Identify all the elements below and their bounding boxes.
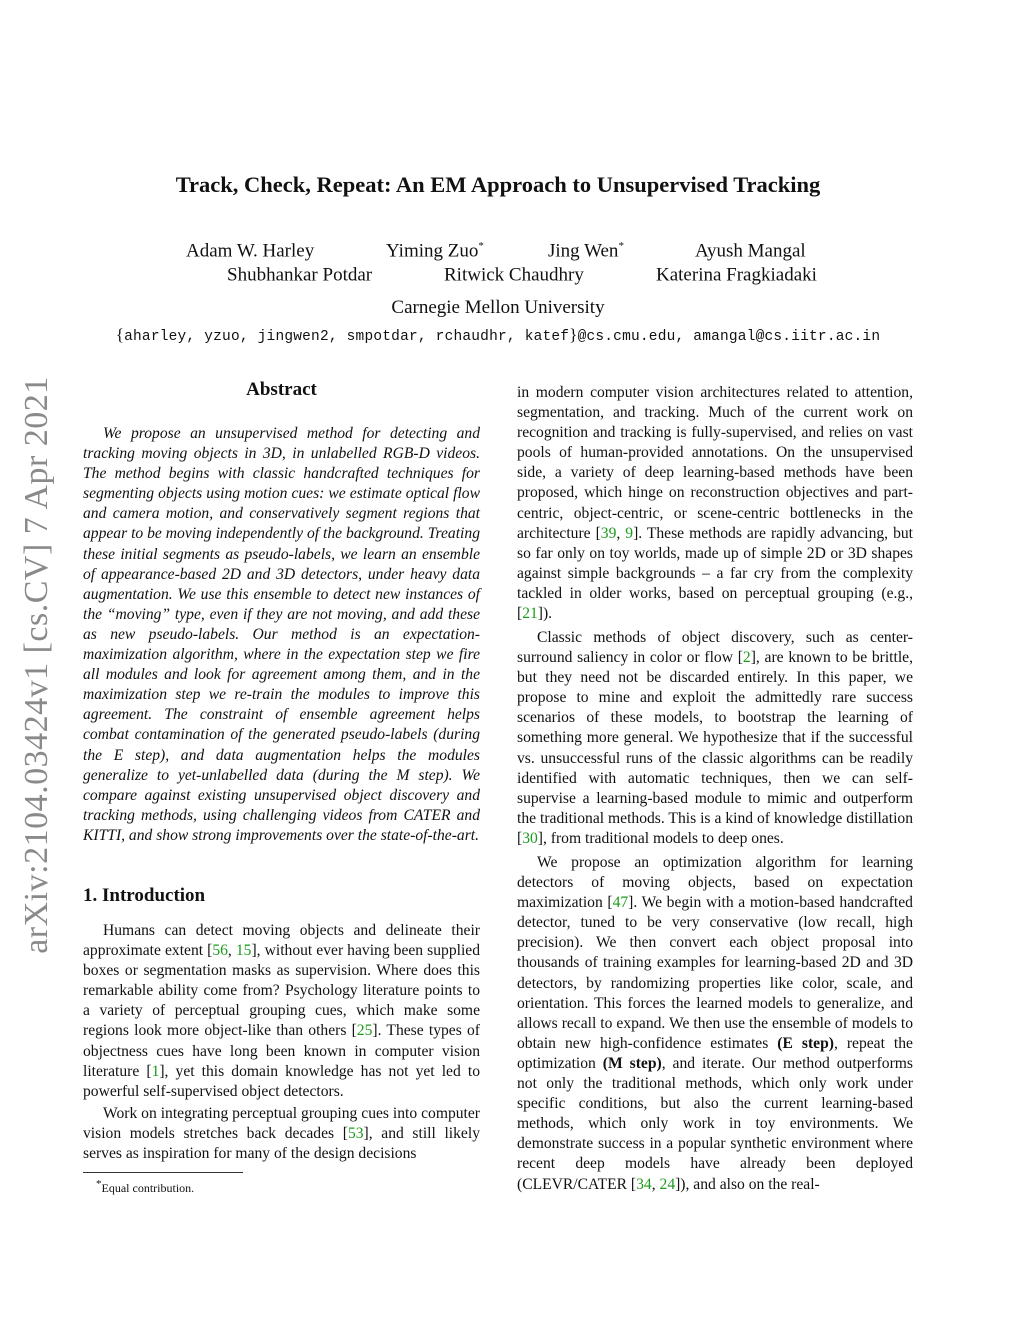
- body-paragraph: We propose an optimization algorithm for learning detectors of moving objects, based on expectation maximization [47]. We begin with a motion-based handcrafted detector, tuned to be very conservative (low recall, high precision). We then convert each object proposal into thousands of training examples for learning-based 2D and 3D detectors, by randomizing properties like color, scale, and orientation. This forces the learned models to generalize, and allows recall to expand. We then use the ensemble of models to obtain new high-confidence estimates (E step), repeat the optimization (M step), and iterate. Our method outperforms not only the traditional methods, which only work under specific conditions, but also the current learning-based methods, which only work in toy environments. We demonstrate success in a popular synthetic environment where recent deep models have already been deployed (CLEVR/CATER [34, 24]), and also on the real-: [517, 854, 913, 1193]
- citation-link[interactable]: 56: [212, 942, 228, 960]
- footnote-divider: [83, 1172, 243, 1173]
- author-name: Ayush Mangal: [695, 240, 806, 262]
- citation-link[interactable]: 34: [636, 1175, 652, 1193]
- author-name: Adam W. Harley: [186, 240, 315, 262]
- citation-link[interactable]: 24: [659, 1175, 676, 1193]
- abstract-heading: Abstract: [246, 379, 317, 400]
- intro-paragraph: Work on integrating perceptual grouping cues into computer vision models stretches back decades [53], and still likely serves as inspiration for many of the design decisions: [83, 1105, 480, 1163]
- citation-link[interactable]: 21: [522, 605, 538, 623]
- citation-link[interactable]: 9: [625, 524, 634, 542]
- author-name: Shubhankar Potdar: [227, 264, 373, 286]
- citation-link[interactable]: 2: [742, 649, 751, 667]
- citation-link[interactable]: 39: [600, 524, 617, 542]
- author-name: Jing Wen*: [548, 240, 624, 262]
- citation-link[interactable]: 47: [612, 894, 629, 912]
- affiliation: Carnegie Mellon University: [391, 297, 605, 318]
- author-name: Yiming Zuo*: [386, 240, 484, 262]
- citation-link[interactable]: 1: [151, 1062, 160, 1080]
- body-paragraph: in modern computer vision architectures related to attention, segmentation, and tracking. Much of the current work on recognition and tracking is fully-supervised, and relies on vast pools of human-provided annotations. On the unsupervised side, a variety of deep learning-based methods have been proposed, which hinge on reconstruction objectives and part-centric, object-centric, or scene-centric bottlenecks in the architecture [39, 9]. These methods are rapidly advancing, but so far only on toy worlds, made up of simple 2D or 3D shapes against simple backgrounds – a far cry from the complexity tackled in older works, based on perceptual grouping (e.g., [21]).: [517, 384, 913, 623]
- citation-link[interactable]: 25: [356, 1022, 373, 1040]
- section-heading-introduction: 1. Introduction: [83, 885, 206, 906]
- citation-link[interactable]: 53: [347, 1125, 364, 1143]
- intro-paragraph: Humans can detect moving objects and delineate their approximate extent [56, 15], without ever having been supplied boxes or segmentation masks as supervision. Where does this remarkable ability come from? Psychology literature points to a variety of perceptual grouping cues, which make some regions look more object-like than others [25]. These types of objectness cues have long been known in computer vision literature [1], yet this domain knowledge has not yet led to powerful self-supervised object detectors.: [83, 922, 480, 1100]
- citation-link[interactable]: 15: [235, 942, 252, 960]
- citation-link[interactable]: 30: [522, 829, 538, 847]
- arxiv-id-text: arXiv:2104.03424v1 [cs.CV] 7 Apr 2021: [18, 376, 55, 954]
- body-paragraph: Classic methods of object discovery, such as center-surround saliency in color or flow [2], are known to be brittle, but they need not be discarded entirely. In this paper, we propose to mine and exploit the admittedly rare success scenarios of these models, to bootstrap the learning of something more general. We hypothesize that if the successful vs. unsuccessful runs of the classic algorithms can be readily identified with automatic techniques, then we can self-supervise a learning-based module to mimic and outperform the traditional methods. This is a kind of knowledge distillation [30], from traditional models to deep ones.: [517, 629, 913, 847]
- arxiv-watermark: [2, 365, 72, 965]
- abstract-body: We propose an unsupervised method for detecting and tracking moving objects in 3D, in unlabelled RGB-D videos. The method begins with classic handcrafted techniques for segmenting objects using motion cues: we estimate optical flow and camera motion, and conservatively segment regions that appear to be moving independently of the background. Treating these initial segments as pseudo-labels, we learn an ensemble of appearance-based 2D and 3D detectors, under heavy data augmentation. We use this ensemble to detect new instances of the “moving” type, even if they are not moving, and add these as new pseudo-labels. Our method is an expectation-maximization algorithm, where in the expectation step we fire all modules and look for agreement among them, and in the maximization step we re-train the modules to improve this agreement. The constraint of ensemble agreement helps combat contamination of the generated pseudo-labels (during the E step), and data augmentation helps the modules generalize to yet-unlabelled data (during the M step). We compare against existing unsupervised object discovery and tracking methods, using challenging videos from CATER and KITTI, and show strong improvements over the state-of-the-art.: [83, 425, 480, 844]
- author-emails[interactable]: {aharley, yzuo, jingwen2, smpotdar, rchaudhr, katef}@cs.cmu.edu, amangal@cs.iitr.ac.in: [115, 325, 881, 345]
- paper-title: Track, Check, Repeat: An EM Approach to Unsupervised Tracking: [175, 172, 821, 197]
- author-name: Ritwick Chaudhry: [444, 264, 584, 286]
- footnote: *Equal contribution.: [96, 1178, 195, 1195]
- author-name: Katerina Fragkiadaki: [656, 264, 817, 286]
